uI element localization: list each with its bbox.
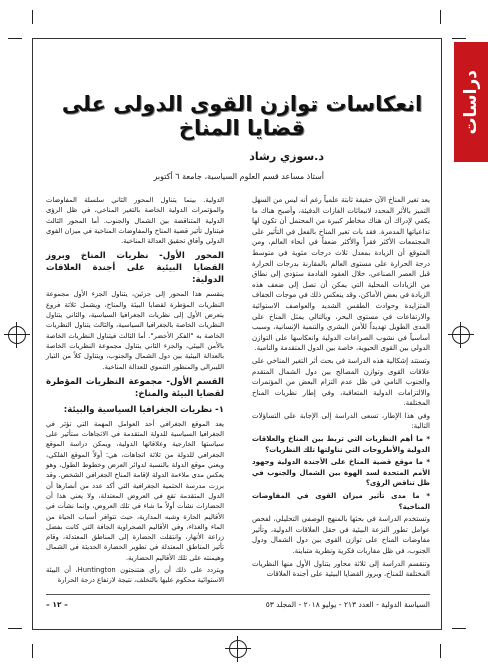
crop-mark: [440, 644, 441, 658]
crop-mark: [8, 628, 22, 629]
paragraph: وفي هذا الإطار، تسعى الدراسة إلى الإجابة على التساؤلات التالية:: [252, 411, 430, 431]
paragraph: ويتردد على ذلك أن رأي هنتنجتون Huntington، أن البيئة الاستوائية محكوم عليها بالتخلف، نتيجة لارتفاع درجة الحرارة: [46, 566, 224, 585]
left-column: [46, 195, 224, 588]
page-footer: [46, 594, 430, 611]
crop-mark: [452, 628, 466, 629]
paragraph: الدولية. بينما يتناول المحور الثاني سلسلة المفاوضات والمؤتمرات الدولية الخاصة بالتغير المناخي، في ظل الرؤى الدولية المتناقضة بين الشمال والجنوب. أما المحور الثالث فيتناول تأثير قضية المناخ والمفاوضات المناخية في ميزان القوى الدولي وآفاق تحقيق العدالة المناخية.: [46, 196, 224, 246]
page-number: – ١٢ –: [46, 599, 68, 609]
journal-info: السياسة الدولية - العدد ٢١٣ - يوليو ٢٠١٨ - المجلد ٥٣: [265, 599, 430, 609]
crop-mark: [452, 38, 466, 39]
crop-mark: [8, 38, 22, 39]
section-heading-part-one: القسم الأول- مجموعة النظريات المؤطرة لقضايا البيئة والمناخ:: [46, 376, 224, 399]
paragraph: يعد الموقع الجغرافي أحد العوامل المهمة التي تؤثر في الجغرافيا السياسية للدولة المتقدمة في الاتجاهات ستأثير على سياستها الخارجية وعلاقاتها الدولية، ويمكن دراسة الموقع الجغرافي للدولة من ثلاثة اتجاهات، هي: أولاً الموقع الفلكي، ويعني موقع الدولة بالنسبة لدوائر العرض وخطوط الطول، وهو يعكس مدى ملاءمة الدولة لإقامة المناخ الجغرافي الشخص. وقد برزت مدرسة الحتمية الجغرافية التي أكد عدد من أنصارها أن الدول المتقدمة تقع في العروض المعتدلة، ولا يعني هذا أن الحضارات نشأت أولاً ما شاء في تلك العروض، وإنما نشأت في الأقاليم الحارة وشبه المدارية، حيث تتوافر أسباب الحياة من الماء والغذاء، وفي الأقاليم الصحراوية الجافة التي كانت بفضل زراعة الأنهار، وانتقلت الحضارة إلى المناطق المعتدلة، وقام تأثير المناطق المعتدلة في تطوير الحضارة الحديثة في الشمال وهيمنته على تلك الأقاليم الحضارية.: [46, 419, 224, 562]
registration-mark: [452, 326, 470, 344]
registration-mark: [8, 326, 26, 344]
section-tab-label: دراسات: [461, 69, 481, 135]
paragraph: يعد تغير المناخ الآن حقيقة ثابتة علمياً رغم أنه ليس من السهل التميز بالأثر المحدد لانبعاثات الغازات الدفيئة، وأصبح هناك ما يكفي لإدراك أن هناك مخاطر كبيرة من المحتمل أن تكون لها تداعياتها المدمرة. فقد بات تغير المناخ بالفعل في التأثير على المجتمعات الأكثر فقراً والأكثر ضعفاً في أنحاء العالم، ومن المتوقع أن الزيادة بمعدل ثلاث درجات مئوية في متوسط درجة الحرارة على مستوى العالم بالمقارنة بدرجات الحرارة قبل العصر الصناعي، خلال العقود القادمة ستؤدي إلى نطاق من الزيادات المحلية التي يمكن أن تصل إلى ضعف هذه الزيادة في بعض الأماكن، وقد ينعكس ذلك في موجات الجفاف المتزايدة وحوادث الطقس الشديد والعواصف الاستوائية والارتفاعات في مستوى البحر، ويالتالي يمثل المناخ على المدى الطويل تهديداً للأمن البشري والتنمية الإنسانية، وسبب أساسياً في نشوب الصراعات الدولية وانعكاسها على التوازن الدولي بين القوى الحيوية، خاصة بين الدول المتقدمة والنامية.: [252, 196, 430, 353]
article-title: انعكاسات توازن القوى الدولى على قضايا المناخ: [61, 92, 423, 140]
paragraph: وتنقسم الدراسة إلى ثلاثة محاور يتناول الأول منها النظريات المختلفة للمناخ، وبروز القضايا البيئية على أجندة العلاقات: [252, 559, 430, 579]
paragraph: ينقسم هذا المحور إلى جزئين، يتناول الجزء الأول مجموعة النظريات المؤطرة لقضايا البيئة والمناخ، ويشمل ثلاثة فروع يتعرض الأول إلى نظريات الجغرافيا السياسية، والثاني يتناول النظريات الخاصة بالجغرافيا السياسية، والثالث يتناول النظريات الخاصة به "الفكر الأخضر". أما الثالث فيتناول النظريات الخاصة بالأمن البيئي، والجزء الثاني يتناول مجموعة النظريات الخاصة بالعدالة البيئية بين دول الشمال والجنوب، ويتناول كلاً من التيار الليبرالي والمنظور التنموي للعدالة المناخية.: [46, 290, 224, 371]
author-affiliation: أستاذ مساعد قسم العلوم السياسية، جامعة ٦ أكتوبر: [153, 172, 324, 181]
crop-mark: [32, 644, 33, 658]
subsection-heading-geopolitics: ١- نظريات الجغرافيا السياسية والبيئة:: [63, 404, 224, 415]
crop-mark: [32, 10, 33, 24]
right-column: [252, 195, 430, 582]
crop-mark: [440, 10, 441, 24]
author-name: د.سوزي رشاد: [249, 150, 324, 163]
question-item: * ما موقع قضية المناخ على الأجندة الدولية وجهود الأمم المتحدة لسد الهوة بين الشمال والجنوب في ظل تناقض الرؤى؟: [252, 458, 430, 488]
section-heading-axis-one: المحور الأول- نظريات المناخ وبروز القضايا البيئية على أجندة العلاقات الدولية:: [46, 251, 224, 286]
paragraph: وتستند إشكالية هذه الدراسة في بحث أثر التغير المناخي على علاقات القوى وتوازن المصالح بين دول الشمال المتقدم والجنوب النامي في ظل عدم التزام البعض من المؤتمرات والالتزامات الدولية المتعاقبة، وفي إطار نظريات المناخ المختلفة.: [252, 356, 430, 408]
registration-mark: [229, 640, 247, 658]
paragraph: وتستخدم الدراسة في بحثها بالمنهج الوصفي التحليلي، لفحص عوامل تطور النزعة البيئية في حقل العلاقات الدولية، وتأثير مفاوضات المناخ على توازن القوى بين دول الشمال ودول الجنوب، في ظل مقاربات فكرية ونظرية متباينة.: [252, 515, 430, 555]
question-item: * ما مدى تأثير ميزان القوى في المفاوضات المناخية؟: [252, 492, 430, 511]
section-tab: [454, 42, 488, 162]
question-item: * ما أهم النظريات التي تربط بين المناخ والعلاقات الدولية والأطروحات التي تناولتها تلك النظريات؟: [252, 435, 430, 454]
